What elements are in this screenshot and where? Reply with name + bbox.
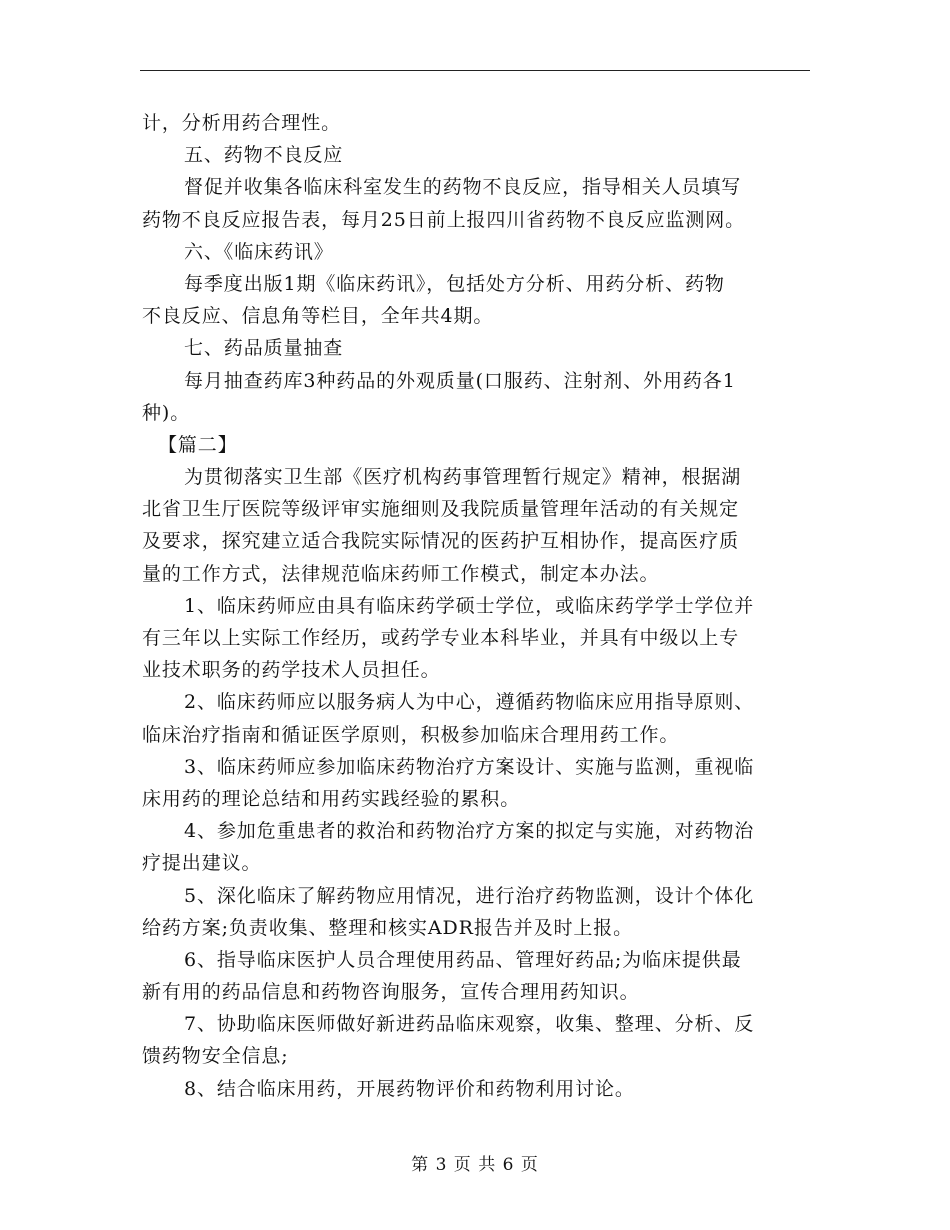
part-heading: 【篇二】 bbox=[158, 433, 238, 456]
text-line: 不良反应、信息角等栏目，全年共4期。 bbox=[142, 305, 494, 328]
text-line: 4、参加危重患者的救治和药物治疗方案的拟定与实施，对药物治 bbox=[184, 820, 755, 843]
text-line: 1、临床药师应由具有临床药学硕士学位，或临床药学学士学位并 bbox=[184, 594, 755, 617]
text-line: 3、临床药师应参加临床药物治疗方案设计、实施与监测，重视临 bbox=[184, 755, 755, 778]
text-line: 7、协助临床医师做好新进药品临床观察，收集、整理、分析、反 bbox=[184, 1013, 755, 1036]
text-line: 馈药物安全信息; bbox=[142, 1045, 289, 1068]
text-line: 每月抽查药库3种药品的外观质量(口服药、注射剂、外用药各1 bbox=[184, 369, 736, 392]
text-line: 6、指导临床医护人员合理使用药品、管理好药品;为临床提供最 bbox=[184, 948, 742, 971]
document-body bbox=[142, 107, 810, 1105]
text-line: 北省卫生厅医院等级评审实施细则及我院质量管理年活动的有关规定 bbox=[142, 498, 740, 521]
text-line: 疗提出建议。 bbox=[142, 852, 262, 875]
text-line: 给药方案;负责收集、整理和核实ADR报告并及时上报。 bbox=[142, 916, 634, 939]
text-line: 临床治疗指南和循证医学原则，积极参加临床合理用药工作。 bbox=[142, 723, 680, 746]
text-line: 5、深化临床了解药物应用情况，进行治疗药物监测，设计个体化 bbox=[184, 884, 755, 907]
text-line: 及要求，探究建立适合我院实际情况的医药护互相协作，提高医疗质 bbox=[142, 530, 740, 553]
text-line: 为贯彻落实卫生部《医疗机构药事管理暂行规定》精神，根据湖 bbox=[184, 466, 742, 489]
text-line: 有三年以上实际工作经历，或药学专业本科毕业，并具有中级以上专 bbox=[142, 627, 740, 649]
text-line: 量的工作方式，法律规范临床药师工作模式，制定本办法。 bbox=[142, 562, 660, 585]
text-line: 业技术职务的药学技术人员担任。 bbox=[142, 659, 441, 682]
page-number: 第 3 页 共 6 页 bbox=[411, 1155, 539, 1175]
section-heading: 七、药品质量抽查 bbox=[184, 337, 344, 360]
text-line: 新有用的药品信息和药物咨询服务，宣传合理用药知识。 bbox=[142, 981, 640, 1004]
text-line: 督促并收集各临床科室发生的药物不良反应，指导相关人员填写 bbox=[184, 176, 742, 199]
text-line: 每季度出版1期《临床药讯》，包括处方分析、用药分析、药物 bbox=[184, 272, 725, 295]
text-line: 床用药的理论总结和用药实践经验的累积。 bbox=[142, 787, 521, 810]
text-line: 药物不良反应报告表，每月25日前上报四川省药物不良反应监测网。 bbox=[142, 208, 746, 231]
text-line: 2、临床药师应以服务病人为中心，遵循药物临床应用指导原则、 bbox=[184, 691, 755, 714]
section-heading: 六、《临床药讯》 bbox=[184, 240, 334, 263]
text-line: 种)。 bbox=[142, 401, 191, 424]
header-rule bbox=[140, 70, 810, 71]
page-footer bbox=[0, 1150, 950, 1175]
text-line: 计，分析用药合理性。 bbox=[142, 112, 342, 134]
section-heading: 五、药物不良反应 bbox=[184, 144, 344, 167]
text-line: 8、结合临床用药，开展药物评价和药物利用讨论。 bbox=[184, 1077, 635, 1100]
